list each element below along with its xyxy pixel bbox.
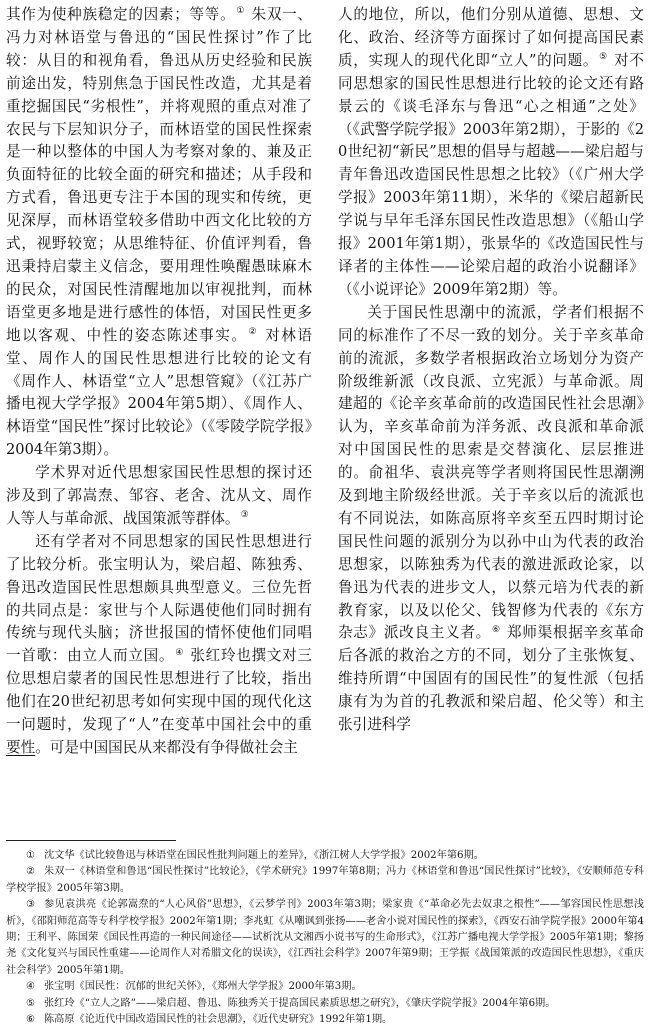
paragraph: 还有学者对不同思想家的国民性思想进行了比较分析。张宝明认为，梁启超、陈独秀、鲁迅改造国民性思想颇具典型意义。三位先哲的共同点是：家世与个人际遇使他们同时拥有传统与现代头脑；济世报国的情怀使他们同唱一首歌：由立人而立国。④ 张红玲也撰文对三位思想启蒙者的国民性思想进行了比较，指出他们在20世纪初思考如何实现中国的现代化这一问题时，发现了“人”在变革中国社会中的重要性。可是中国国民从来都没有争得做社会主 [6, 532, 312, 756]
footnote-text: 张红玲《“立人之路”——梁启超、鲁迅、陈独秀关于提高国民素质思想之研究》，《肇庆学院学报》2004年第6期。 [44, 997, 556, 1009]
footnote-ref[interactable]: ⑤ [599, 51, 608, 62]
footnote-item [6, 979, 644, 995]
paragraph: 关于国民性思潮中的流派，学者们根据不同的标准作了不尽一致的划分。关于辛亥革命前的流派，多数学者根据政治立场划分为资产阶级维新派（改良派、立宪派）与革命派。周建超的《论辛亥革命前的改造国民性社会思潮》认为，辛亥革命前为洋务派、改良派和革命派对中国国民性的思索是交替演化、层层推进的。俞祖华、袁洪亮等学者则将国民性思潮溯及到地主阶级经世派。关于辛亥以后的流派也有不同说法，如陈高原将辛亥至五四时期讨论国民性问题的派别分为以孙中山为代表的政治思想家，以陈独秀为代表的激进派政论家，以鲁迅为代表的进步文人，以蔡元培为代表的新教育家，以及以伦父、钱智修为代表的《东方杂志》派改良主义者。⑥ 郑师渠根据辛亥革命后各派的救治之方的不同，划分了主张恢复、维持所谓“中国固有的国民性”的复性派（包括康有为为首的孔教派和梁启超、伦父等）和主张引进科学 [338, 303, 644, 734]
footnote-number: ① [26, 850, 36, 861]
footnote-item [6, 1012, 644, 1028]
footnote-number: ⑥ [26, 1014, 36, 1026]
footnote-ref[interactable]: ④ [175, 647, 185, 658]
footnote-text: 陈高原《论近代中国改造国民性的社会思潮》，《近代史研究》1992年第1期。 [44, 1014, 393, 1026]
footnote-item [6, 897, 644, 979]
footnote-item [6, 996, 644, 1012]
left-column [6, 4, 312, 760]
right-column [338, 4, 644, 737]
paragraph: 其作为使种族稳定的因素；等等。① 朱双一、冯力对林语堂与鲁迅的“国民性探讨”作了比较：从目的和视角看，鲁迅从历史经验和民族前途出发，特别焦急于国民性改造，尤其是着重挖掘国民“劣根性”，并将观照的重点对准了农民与下层知识分子，而林语堂的国民性探索是一种以整体的中国人为考察对象的、兼及正负面特征的比较全面的研究和描述；从手段和方式看，鲁迅更专注于本国的现实和传统，更见深厚，而林语堂较多借助中西文化比较的方式，视野较宽；从思维特征、价值评判看，鲁迅秉持启蒙主义信念，要用理性唤醒愚昧麻木的民众，对国民性清醒地加以审视批判，而林语堂更多地是进行感性的体悟，对国民性更多地以客观、中性的姿态陈述事实。② 对林语堂、周作人的国民性思想进行比较的论文有《周作人、林语堂“立人”思想管窥》（《江苏广播电视大学学报》2004年第5期）、《周作人、林语堂“国民性”探讨比较论》（《零陵学院学报》2004年第3期）。 [6, 6, 312, 459]
footnote-number: ⑤ [26, 997, 36, 1009]
footnote-text: 张宝明《国民性：沉郁的世纪关怀》，《郑州大学学报》2000年第3期。 [44, 981, 362, 993]
footnotes [6, 848, 644, 1028]
footnote-ref[interactable]: ⑥ [491, 624, 501, 635]
footnote-item [6, 848, 644, 864]
footnote-ref[interactable]: ① [236, 6, 246, 17]
footnote-number: ③ [26, 899, 36, 911]
footnote-number: ② [26, 866, 36, 878]
footnote-divider [6, 840, 176, 841]
footnote-item [6, 864, 644, 897]
footnote-ref[interactable]: ③ [240, 510, 249, 521]
footnote-ref[interactable]: ② [248, 326, 259, 337]
footnote-text: 参见袁洪亮《论郭嵩焘的“人心风俗”思想》，《云梦学刊》2003年第3期；梁家贵《“革命必先去奴隶之根性”——邹容国民性思想浅析》，《邵阳师范高等专科学校学报》2002年第1期；李兆虹《从嘲讽到张扬——老舍小说对国民性的探索》，《西安石油学院学报》2000年第4期；王利平、陈国荣《国民性再造的一种民间途径——试析沈从文湘西小说书写的生命形式》，《江苏广播电视大学学报》2005年第1期；黎扬尧《文化复兴与国民性重建——论周作人对希腊文化的误读》，《江西社会科学》2007年第9期；王学振《战国策派的改造国民性思想》，《重庆社会科学》2005年第1期。 [6, 899, 644, 976]
paragraph: 人的地位，所以，他们分别从道德、思想、文化、政治、经济等方面探讨了如何提高国民素质，实现人的现代化即“立人”的问题。⑤ 对不同思想家的国民性思想进行比较的论文还有路景云的《谈毛泽东与鲁迅“心之相通”之处》（《武警学院学报》2003年第2期），于影的《20世纪初“新民”思想的倡导与超越——梁启超与青年鲁迅改造国民性思想之比较》（《广州大学学报》2003年第11期），米华的《梁启超新民学说与早年毛泽东国民性改造思想》（《船山学报》2001年第1期），张景华的《改造国民性与译者的主体性——论梁启超的政治小说翻译》（《小说评论》2009年第2期）等。 [338, 6, 644, 298]
underlined-text: 要性 [6, 739, 36, 756]
paragraph: 学术界对近代思想家国民性思想的探讨还涉及到了郭嵩焘、邹容、老舍、沈从文、周作人等人与革命派、战国策派等群体。③ [6, 464, 312, 527]
footnote-text: 沈文华《试比较鲁迅与林语堂在国民性批判问题上的差异》，《浙江树人大学学报》2002年第6期。 [44, 850, 484, 861]
footnote-number: ④ [26, 981, 36, 993]
footnote-text: 朱双一《林语堂和鲁迅“国民性探讨”比较论》，《学术研究》1997年第8期；冯力《林语堂和鲁迅“国民性探讨”比较》，《安顺师范专科学校学报》2005年第3期。 [6, 866, 644, 894]
